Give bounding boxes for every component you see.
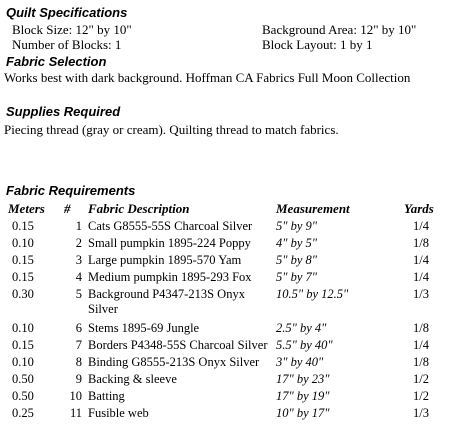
meters-cell: 0.15 [12, 219, 34, 233]
table-row [0, 372, 460, 387]
table-row [0, 406, 460, 421]
meters-cell: 0.15 [12, 270, 34, 284]
yards-cell: 1/2 [413, 389, 429, 403]
description-cell: Large pumpkin 1895-570 Yam [88, 253, 242, 267]
description-cell: Backing & sleeve [88, 372, 177, 386]
fabric-requirements-heading: Fabric Requirements [6, 183, 136, 198]
measurement-cell: 17" by 19" [276, 389, 330, 403]
yards-cell: 1/2 [413, 372, 429, 386]
description-cell: Cats G8555-55S Charcoal Silver [88, 219, 253, 233]
meters-cell: 0.10 [12, 236, 34, 250]
meters-cell: 0.10 [12, 355, 34, 369]
column-header-meters: Meters [8, 201, 45, 216]
yards-cell: 1/4 [413, 270, 429, 284]
table-row [0, 236, 460, 251]
meters-cell: 0.25 [12, 406, 34, 420]
meters-cell: 0.30 [12, 287, 34, 301]
meters-cell: 0.50 [12, 372, 34, 386]
meters-cell: 0.50 [12, 389, 34, 403]
yards-cell: 1/8 [413, 321, 429, 335]
table-row [0, 270, 460, 285]
column-header-yards: Yards [404, 201, 434, 216]
description-cell: Borders P4348-55S Charcoal Silver [88, 338, 268, 352]
number-of-blocks-text: Number of Blocks: 1 [12, 37, 122, 52]
measurement-cell: 4" by 5" [276, 236, 318, 250]
description-cell: Batting [88, 389, 125, 403]
measurement-cell: 5" by 9" [276, 219, 318, 233]
block-layout-text: Block Layout: 1 by 1 [262, 37, 373, 52]
fabric-selection-text: Works best with dark background. Hoffman CA Fabrics Full Moon Collection [4, 70, 411, 85]
quilt-specifications-heading: Quilt Specifications [6, 5, 128, 20]
description-cell: Background P4347-213S Onyx [88, 287, 245, 301]
measurement-cell: 2.5" by 4" [276, 321, 327, 335]
supplies-text: Piecing thread (gray or cream). Quilting thread to match fabrics. [4, 122, 339, 137]
table-row [0, 355, 460, 370]
yards-cell: 1/4 [413, 219, 429, 233]
number-cell: 11 [69, 406, 82, 420]
description-cell: Stems 1895-69 Jungle [88, 321, 200, 335]
measurement-cell: 3" by 40" [276, 355, 324, 369]
description-cell: Medium pumpkin 1895-293 Fox [88, 270, 252, 284]
number-cell: 9 [75, 372, 82, 386]
table-row [0, 321, 460, 336]
yards-cell: 1/3 [413, 287, 429, 301]
yards-cell: 1/3 [413, 406, 429, 420]
meters-cell: 0.15 [12, 338, 34, 352]
fabric-selection-heading: Fabric Selection [6, 54, 107, 69]
measurement-cell: 10" by 17" [276, 406, 330, 420]
meters-cell: 0.15 [12, 253, 34, 267]
table-header-row [0, 201, 460, 216]
number-cell: 7 [75, 338, 82, 352]
column-header-measurement: Measurement [276, 201, 350, 216]
number-cell: 5 [75, 287, 82, 301]
table-row [0, 338, 460, 353]
measurement-cell: 5" by 8" [276, 253, 318, 267]
measurement-cell: 5.5" by 40" [276, 338, 333, 352]
description-cell: Fusible web [88, 406, 149, 420]
number-cell: 10 [69, 389, 82, 403]
yards-cell: 1/4 [413, 253, 429, 267]
number-cell: 8 [75, 355, 82, 369]
table-row [0, 219, 460, 234]
number-cell: 3 [75, 253, 82, 267]
column-header-description: Fabric Description [88, 201, 190, 216]
description-cell: Small pumpkin 1895-224 Poppy [88, 236, 251, 250]
table-row [0, 253, 460, 268]
description-cell: Binding G8555-213S Onyx Silver [88, 355, 260, 369]
yards-cell: 1/4 [413, 338, 429, 352]
yards-cell: 1/8 [413, 355, 429, 369]
measurement-cell: 17" by 23" [276, 372, 330, 386]
description-continuation: Silver [88, 302, 118, 316]
number-cell: 1 [75, 219, 82, 233]
block-size-text: Block Size: 12" by 10" [12, 22, 132, 37]
supplies-required-heading: Supplies Required [6, 104, 121, 119]
meters-cell: 0.10 [12, 321, 34, 335]
column-header-number: # [64, 201, 71, 216]
yards-cell: 1/8 [413, 236, 429, 250]
background-area-text: Background Area: 12" by 10" [262, 22, 417, 37]
number-cell: 2 [75, 236, 82, 250]
number-cell: 4 [75, 270, 82, 284]
measurement-cell: 5" by 7" [276, 270, 318, 284]
table-row [0, 389, 460, 404]
table-row [0, 287, 460, 316]
number-cell: 6 [75, 321, 82, 335]
measurement-cell: 10.5" by 12.5" [276, 287, 349, 301]
